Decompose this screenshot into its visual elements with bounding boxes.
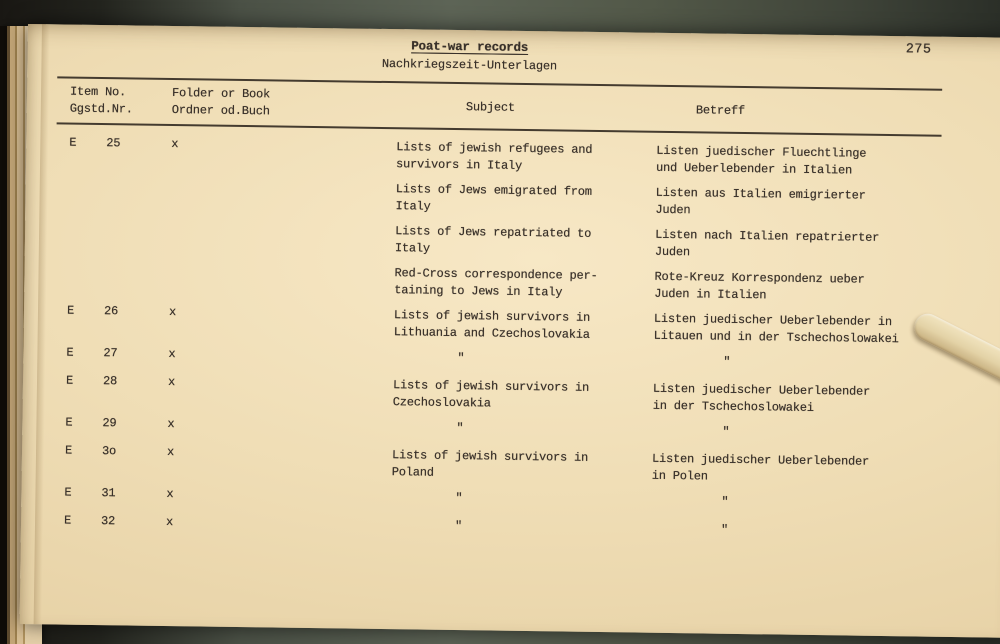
cell-betreff: Listen juedischer Ueberlebender in Polen — [651, 451, 870, 484]
cell-betreff: " — [722, 424, 730, 439]
cell-subject: Lists of Jews repatriated to Italy — [394, 224, 592, 256]
header-item-no: Item No. Ggstd.Nr. — [69, 84, 133, 117]
cell-no: 26 — [103, 304, 119, 319]
table-row — [52, 414, 962, 444]
cell-no: 25 — [106, 136, 121, 151]
cell-no: 31 — [101, 486, 116, 501]
cell-item — [67, 261, 104, 296]
table-row — [56, 134, 966, 181]
cell-item — [68, 219, 105, 254]
cell-no: 3o — [101, 444, 117, 459]
cell-betreff: Listen nach Italien repatrierter Juden — [654, 227, 880, 260]
cell-subject: Lists of Jews emigrated from Italy — [395, 182, 592, 214]
cell-no: 32 — [100, 514, 116, 529]
cell-no: 28 — [102, 374, 118, 389]
table-row — [54, 260, 964, 307]
cell-betreff: " — [720, 522, 729, 537]
page-subtitle: Nachkriegszeit-Unterlagen — [381, 56, 558, 74]
cell-item: E — [65, 415, 73, 430]
cell-betreff: Listen juedischer Ueberlebender in Litauen und in der Tschechoslowakei — [653, 311, 899, 347]
cell-subject: Red-Cross correspondence per- taining to Jews in Italy — [394, 266, 598, 300]
table-row — [52, 442, 962, 489]
cell-subject: " — [456, 421, 464, 436]
cell-folder — [169, 262, 394, 299]
cell-betreff: Listen aus Italien emigrierter Juden — [655, 185, 866, 218]
cell-item: E — [69, 135, 77, 150]
cell-item: E — [64, 485, 72, 500]
cell-folder: x — [168, 304, 177, 320]
cell-folder — [170, 178, 395, 215]
cell-item: E — [64, 443, 73, 458]
cell-folder — [170, 220, 395, 257]
cell-subject: " — [454, 519, 463, 534]
header-folder-or-book: Folder or Book Ordner od.Buch — [171, 86, 271, 119]
page-number: 275 — [905, 42, 932, 58]
cell-folder: x — [166, 444, 175, 460]
cell-no — [104, 261, 169, 296]
cell-folder: x — [167, 416, 175, 432]
table-row — [55, 176, 965, 223]
cell-subject: " — [457, 351, 465, 366]
header-betreff: Betreff — [695, 103, 745, 119]
cell-subject: Lists of jewish survivors in Poland — [391, 448, 589, 480]
cell-betreff: " — [721, 494, 729, 509]
cell-subject: Lists of jewish survivors in Lithuania and Czechoslovakia — [393, 308, 591, 342]
cell-item: E — [65, 373, 74, 388]
cell-folder: x — [168, 346, 176, 362]
cell-item: E — [66, 303, 75, 318]
table-row — [51, 512, 961, 542]
cell-subject: Lists of jewish survivors in Czechoslovakia — [392, 378, 590, 411]
cell-folder: x — [166, 486, 174, 502]
header-subject: Subject — [465, 100, 515, 115]
page-heading — [27, 32, 911, 80]
cell-betreff: " — [723, 354, 731, 369]
table-header — [57, 76, 943, 136]
cell-folder: x — [167, 374, 176, 390]
records-table — [57, 76, 943, 136]
scanned-page — [20, 24, 1000, 638]
cell-betreff: Listen juedischer Fluechtlinge und Ueberlebender in Italien — [655, 143, 867, 178]
page-title: Poat-war records — [411, 39, 529, 55]
cell-betreff: Listen juedischer Ueberlebender in der Tschechoslowakei — [652, 381, 871, 416]
cell-no: 29 — [102, 416, 117, 431]
table-row — [51, 484, 961, 514]
table-row — [53, 372, 963, 419]
table-row — [53, 344, 963, 374]
cell-item: E — [63, 513, 72, 528]
cell-no: 27 — [103, 346, 118, 361]
cell-item: E — [66, 345, 74, 360]
table-rows — [51, 134, 967, 553]
table-row — [54, 302, 964, 349]
cell-no — [105, 177, 170, 212]
cell-folder: x — [171, 137, 179, 152]
table-row — [55, 218, 965, 265]
cell-betreff: Rote-Kreuz Korrespondenz ueber Juden in Italien — [654, 269, 865, 303]
cell-folder: x — [165, 514, 174, 530]
cell-item — [68, 177, 105, 212]
cell-no — [105, 219, 170, 254]
cell-subject: Lists of jewish refugees and survivors in Italy — [395, 140, 593, 173]
cell-subject: " — [455, 491, 463, 506]
